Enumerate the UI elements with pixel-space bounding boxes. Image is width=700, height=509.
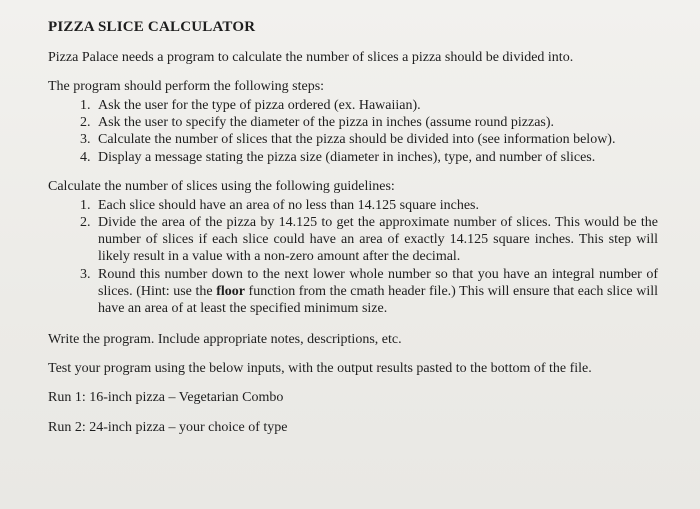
test-program-paragraph: Test your program using the below inputs, with the output results pasted to the bottom of the file. xyxy=(48,361,592,377)
guideline-text: Round this number down to the next lower whole number so that you have an integral number of slices. (Hint: use the xyxy=(98,266,658,299)
run-line: Run 1: 16-inch pizza – Vegetarian Combo xyxy=(48,390,284,406)
write-program-paragraph: Write the program. Include appropriate notes, descriptions, etc. xyxy=(48,332,402,348)
document-title: PIZZA SLICE CALCULATOR xyxy=(48,19,256,35)
run-line: Run 2: 24-inch pizza – your choice of type xyxy=(48,420,288,436)
step-item: 4. Display a message stating the pizza size (diameter in inches), type, and number of slices. xyxy=(94,149,660,166)
guideline-text: function from the cmath header file.) This will ensure that each slice will have an area of at least the specified minimum size. xyxy=(98,283,658,317)
steps-list xyxy=(48,97,660,166)
guidelines-heading: Calculate the number of slices using the following guidelines: xyxy=(48,178,395,194)
floor-keyword: floor xyxy=(216,283,245,299)
guideline-item xyxy=(94,266,660,318)
step-item: 3. Calculate the number of slices that the pizza should be divided into (see information below). xyxy=(94,131,660,148)
guidelines-list xyxy=(48,197,660,317)
steps-heading: The program should perform the following steps: xyxy=(48,79,325,94)
step-item: 1. Ask the user for the type of pizza ordered (ex. Hawaiian). xyxy=(94,97,660,114)
guideline-item: 2. Divide the area of the pizza by 14.125 to get the approximate number of slices. This would be the number of slices if each slice could have an area of exactly 14.125 square inches. This step will likely result in a value with a non-zero amount after the decimal. xyxy=(94,214,660,266)
intro-paragraph: Pizza Palace needs a program to calculate the number of slices a pizza should be divided into. xyxy=(48,50,574,65)
guideline-item: 1. Each slice should have an area of no less than 14.125 square inches. xyxy=(94,197,660,214)
step-item: 2. Ask the user to specify the diameter of the pizza in inches (assume round pizzas). xyxy=(94,114,660,131)
